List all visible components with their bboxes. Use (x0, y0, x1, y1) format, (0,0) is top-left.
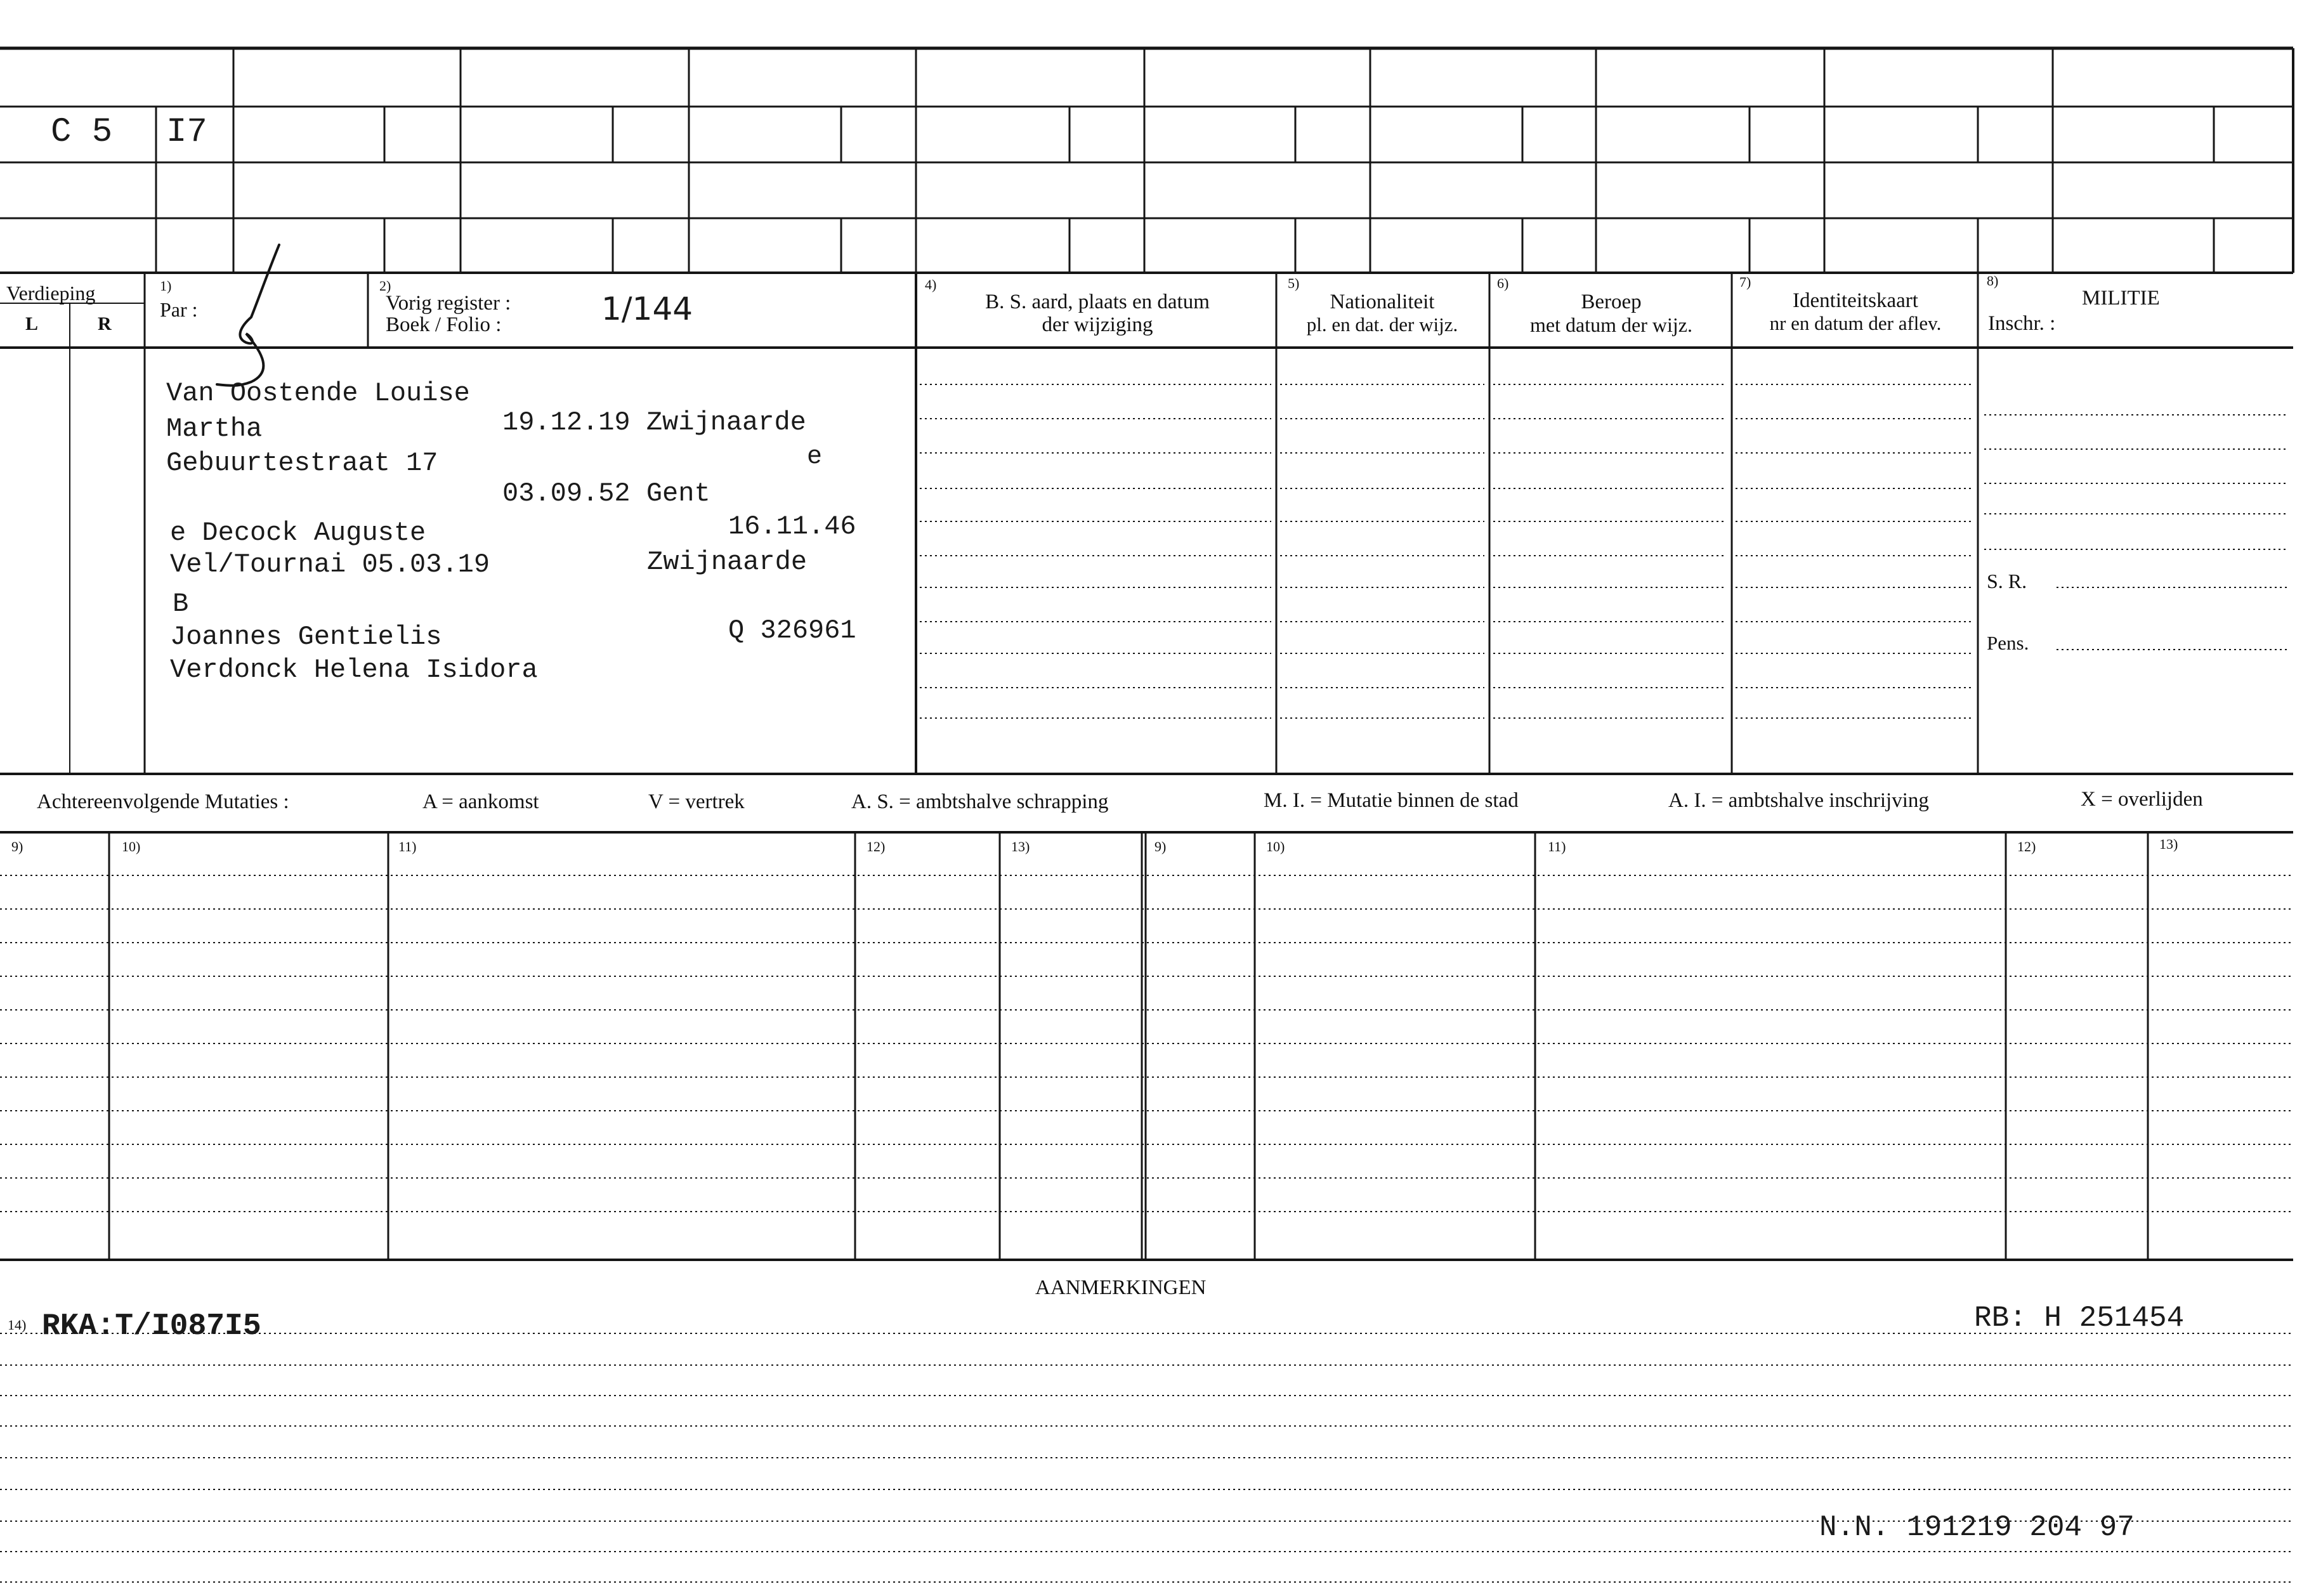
column-number-5: 5) (1288, 275, 1300, 291)
mutatie-column-12-right: 12) (2017, 839, 2036, 854)
beroep-header-line1: Beroep (1581, 291, 1642, 313)
marriage-date-place: 03.09.52 Gent (502, 478, 710, 509)
boek-folio-label: Boek / Folio : (386, 313, 502, 336)
mutaties-legend-3: A. S. = ambtshalve schrapping (851, 790, 1109, 813)
spouse-name: e Decock Auguste (170, 518, 426, 548)
father-name: Joannes Gentielis (170, 622, 442, 652)
mutatie-column-11-right: 11) (1548, 839, 1566, 854)
beroep-header-line2: met datum der wijz. (1530, 313, 1692, 336)
bs-wijziging-header-line2: der wijziging (1042, 313, 1153, 336)
bs-wijziging-header-line1: B. S. aard, plaats en datum (985, 291, 1210, 313)
militie-sr-label: S. R. (1987, 570, 2027, 592)
militie-pens-label: Pens. (1987, 632, 2029, 654)
national-number: N.N. 191219 204 97 (1819, 1511, 2135, 1544)
mutatie-column-9-left: 9) (11, 839, 23, 854)
verdieping-right-label: R (98, 313, 112, 334)
identiteitskaart-header-line2: nr en datum der aflev. (1769, 312, 1942, 334)
mutatie-column-12-left: 12) (867, 839, 886, 854)
verdieping-left-label: L (25, 313, 39, 334)
mutatie-column-13-right: 13) (2159, 836, 2178, 852)
mother-name: Verdonck Helena Isidora (170, 655, 538, 685)
top-grid-value-2: I7 (166, 113, 207, 152)
par-label: Par : (160, 298, 198, 321)
mutaties-legend-2: V = vertrek (648, 790, 745, 813)
militie-title: MILITIE (2082, 287, 2160, 310)
column-number-2: 2) (379, 278, 391, 294)
mutatie-column-9-right: 9) (1154, 839, 1167, 854)
place-2: Zwijnaarde (647, 547, 808, 577)
resident-name-line2: Martha (166, 414, 263, 444)
mutaties-label: Achtereenvolgende Mutaties : (37, 790, 289, 813)
mutaties-legend-6: X = overlijden (2081, 788, 2203, 811)
mutatie-column-10-right: 10) (1266, 839, 1285, 854)
mutaties-legend-1: A = aankomst (422, 790, 539, 813)
vorig-register-value: 1/144 (601, 291, 693, 327)
identiteitskaart-header-line1: Identiteitskaart (1793, 289, 1918, 312)
aanmerkingen-number: 14) (8, 1317, 27, 1333)
mutatie-column-10-left: 10) (122, 839, 141, 854)
mutaties-legend-5: A. I. = ambtshalve inschrijving (1668, 789, 1929, 812)
column-number-1: 1) (160, 278, 172, 294)
resident-name-line1: Van Oostende Louise (166, 378, 470, 409)
rka-reference: RKA:T/I087I5 (42, 1309, 261, 1344)
vorig-register-label: Vorig register : (386, 292, 511, 315)
street-address: Gebuurtestraat 17 (166, 448, 438, 478)
mutaties-legend-4: M. I. = Mutatie binnen de stad (1264, 789, 1519, 812)
birth-date-place: 19.12.19 Zwijnaarde (502, 407, 806, 438)
spouse-birth: Vel/Tournai 05.03.19 (170, 549, 490, 580)
id-card-number: Q 326961 (728, 615, 856, 646)
par-handwritten-mark (209, 241, 298, 393)
nationaliteit-header-line1: Nationaliteit (1330, 291, 1435, 313)
column-number-7: 7) (1739, 274, 1751, 290)
mutatie-column-11-left: 11) (398, 839, 417, 854)
mutatie-column-13-left: 13) (1011, 839, 1030, 854)
nationality-code: B (173, 589, 189, 619)
nationaliteit-header-line2: pl. en dat. der wijz. (1306, 313, 1458, 336)
column-number-6: 6) (1497, 275, 1509, 291)
rb-reference: RB: H 251454 (1974, 1302, 2185, 1335)
top-grid-value-1: C 5 (51, 113, 113, 152)
verdieping-label: Verdieping (6, 282, 96, 304)
militie-inschr-label: Inschr. : (1988, 312, 2056, 335)
column-number-4: 4) (925, 277, 937, 292)
marker-e-1: e (807, 443, 823, 471)
column-number-8: 8) (1987, 273, 1999, 289)
date-2: 16.11.46 (728, 511, 856, 542)
aanmerkingen-title: AANMERKINGEN (1035, 1276, 1207, 1299)
